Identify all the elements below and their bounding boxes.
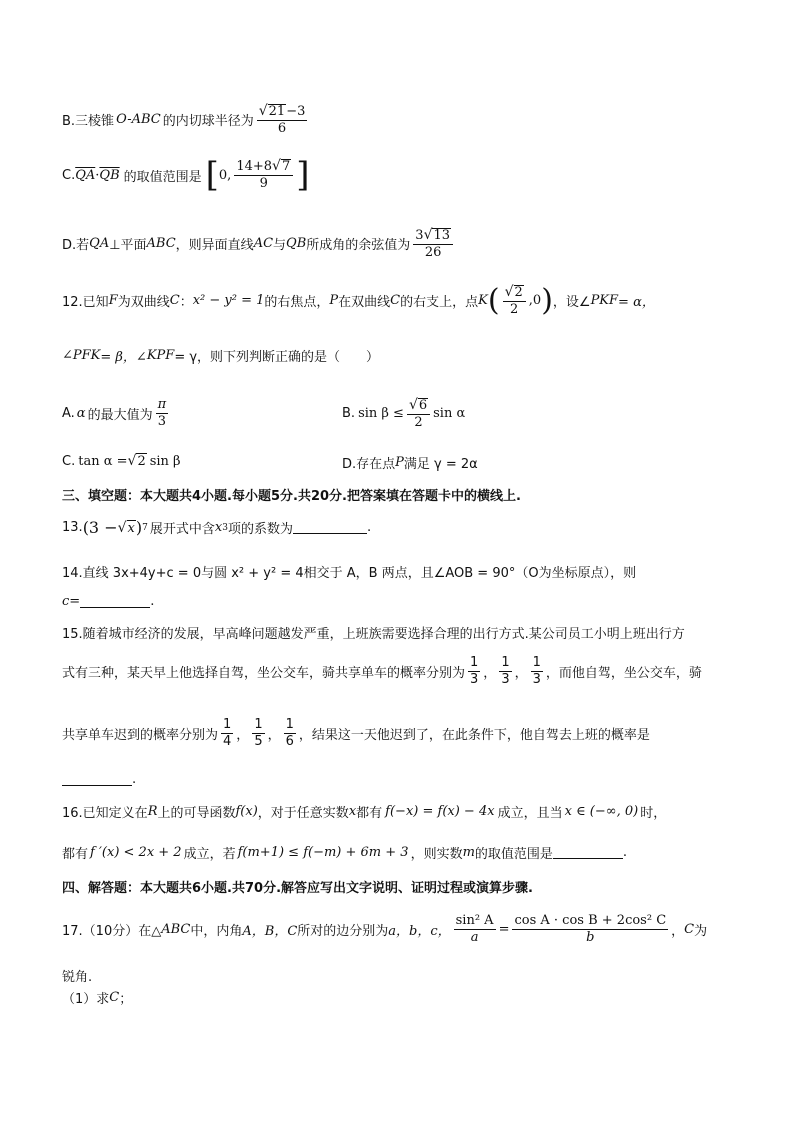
q13-radicand: x [127, 520, 135, 536]
vector-qb: $\overline{QB}$ [99, 167, 120, 183]
option-c-radicand: 7 [281, 159, 291, 175]
option-b-num-tail: −3 [286, 104, 306, 119]
q12-k-radicand: 2 [514, 285, 523, 300]
option-d-qb: QB [286, 236, 307, 252]
q16-end: . [622, 845, 628, 860]
q12-p4: 的右焦点， [264, 295, 330, 311]
q15-f1-den: 3 [470, 671, 479, 687]
option-b-fraction: √ 21 −3 6 [258, 103, 306, 136]
q16-x: x [348, 804, 357, 819]
q15-g3-num: 1 [285, 717, 294, 732]
q16-l1f: 时， [640, 806, 667, 821]
q17-sub1-label: （1）求 [62, 992, 110, 1007]
option-c-den: 9 [259, 176, 268, 192]
q13-exponent: 7 [142, 522, 148, 533]
q12-p8: = α， [618, 295, 655, 311]
q12-optB-tail: sin α [433, 406, 466, 422]
question-16-line2 [62, 843, 627, 862]
q15-g1-num: 1 [223, 717, 232, 732]
question-15-line3 [62, 718, 650, 748]
question-12-stem: 12.已知 F 为双曲线 C ： x² − y² = 1 的右焦点， P 在双曲线 C 的右支上，点 K ( √ 2 2 ,0 ) ，设∠ PKF = α， [62, 282, 655, 318]
q15-f3-num: 1 [532, 655, 541, 670]
q15-l3b: ，结果这一天他迟到了，在此条件下，他自驾去上班的概率是 [298, 727, 650, 743]
q12-K: K [478, 293, 488, 309]
q15-f3-den: 3 [532, 671, 541, 687]
q12-optB-text: sin β ≤ [358, 406, 404, 422]
q13-answer-blank[interactable] [293, 521, 367, 534]
q16-m: m [462, 845, 475, 860]
q17-sub1-C: C [109, 990, 120, 1005]
q15-end: . [132, 772, 137, 787]
option-b-text: 的内切球半径为 [162, 114, 254, 130]
q17-l1a: 17.（10分）在△ [62, 923, 162, 939]
q12-F: F [108, 293, 118, 309]
option-d-ac: AC [253, 236, 274, 252]
q16-l1c: ，对于任意实数 [257, 806, 349, 821]
q12-k-den: 2 [510, 301, 519, 317]
q14-answer-blank[interactable] [80, 595, 150, 608]
question-16-line1 [62, 802, 666, 821]
q13-close: ) [135, 518, 143, 537]
question-17-line1 [62, 914, 707, 944]
q16-l1b: 上的可导函数 [157, 806, 236, 821]
q16-ineq: f ′(x) < 2x + 2 [90, 845, 182, 860]
q15-sep-2: ， [514, 665, 528, 681]
q12-option-c: C. tan α = √ 2 sin β [62, 453, 181, 469]
q17-left-fraction [454, 914, 496, 944]
q12-k-tail: ,0 [528, 293, 542, 309]
q15-f1-num: 1 [470, 655, 479, 670]
q12-p1: 12.已知 [62, 295, 109, 311]
section-4-heading: 四、解答题：本大题共6小题.共70分.解答应写出文字说明、证明过程或演算步骤. [62, 881, 533, 896]
q16-l2a: 都有 [62, 847, 89, 862]
q17-sides: a，b，c， [388, 923, 451, 939]
q16-eq1: f(−x) = f(x) − 4x [385, 804, 495, 819]
q17-l1c: 所对的边分别为 [297, 923, 389, 939]
q17-C: C [684, 921, 695, 937]
q17-l1e: 为 [694, 923, 708, 939]
q12-optB-fraction: √ 6 2 [407, 398, 430, 429]
option-d-perp: ⊥平面 [109, 238, 147, 254]
q12-optD-text: 满足 γ = 2α [403, 457, 478, 472]
option-d-t3: 所成角的余弦值为 [306, 238, 411, 254]
q12-optC-tail: sin β [149, 453, 181, 469]
q12-p3: ： [179, 295, 193, 311]
q17-l1d: ， [671, 923, 685, 939]
q12-C: C [169, 293, 180, 309]
question-15-line1: 15.随着城市经济的发展，早高峰问题越发严重，上班族需要选择合理的出行方式.某公司员工小明上班出行方 [62, 627, 685, 642]
option-b-den: 6 [277, 120, 287, 136]
q12-C2: C [390, 293, 401, 309]
q12-pkf: PKF [590, 293, 619, 309]
q17-eq: = [498, 921, 510, 937]
q16-cond: x ∈ (−∞, 0) [564, 804, 639, 819]
option-c-fraction: 14+8 √ 7 9 [234, 159, 293, 190]
question-14-line1: 14.直线 3x+4y+c = 0与圆 x² + y² = 4相交于 A，B 两点，且∠AOB = 90°（O为坐标原点），则 [62, 566, 637, 581]
option-b-label: B.三棱锥 [62, 114, 115, 130]
option-b-object: O-ABC [116, 112, 161, 128]
q12-optA-fraction [156, 398, 169, 428]
q15-g1-den: 4 [223, 733, 232, 749]
q15-sep-3: ， [236, 727, 250, 743]
q14-end: . [150, 594, 155, 609]
q15-l2a: 式有三种，某天早上他选择自驾，坐公交车，骑共享单车的概率分别为 [62, 665, 466, 681]
q13-x-exp: 3 [222, 522, 228, 533]
q12-equation: x² − y² = 1 [192, 293, 265, 309]
q12-option-d [342, 453, 478, 472]
q15-g2-den: 5 [254, 733, 263, 749]
q16-l1a: 16.已知定义在 [62, 806, 148, 821]
q13-x: x [214, 520, 223, 535]
q12-optC-radicand: 2 [137, 454, 146, 469]
option-d-radicand: 13 [433, 228, 451, 243]
option-d [62, 228, 456, 259]
question-13: 13. (3 − √ x ) 7 展开式中含 x 3 项的系数为 . [62, 518, 372, 537]
q12-p2: 为双曲线 [117, 295, 170, 311]
q12-p6: 的右支上，点 [400, 295, 479, 311]
q12-optC-label: C. [62, 453, 76, 469]
option-c-num-a: 14+8 [236, 159, 273, 175]
q12-optD-P: P [395, 455, 404, 470]
q12-optA-alpha: α [76, 405, 86, 421]
q16-l1d: 都有 [356, 806, 383, 821]
q15-l2b: ，而他自驾，坐公交车，骑 [545, 665, 702, 681]
q12-p5: 在双曲线 [338, 295, 391, 311]
q12-p7: ，设∠ [552, 295, 591, 311]
question-15-line2 [62, 656, 702, 686]
q13-end: . [366, 520, 372, 535]
option-d-num-a: 3 [415, 228, 424, 243]
option-b [62, 104, 310, 135]
q16-l2c: ，则实数 [410, 847, 463, 862]
vector-qa: $\overline{QA}$ [75, 167, 96, 183]
q17-abc: ABC [161, 921, 191, 937]
q12-optA-den: 3 [157, 413, 166, 429]
q12-l2a: ∠ [62, 348, 73, 363]
q12-optB-den: 2 [414, 414, 423, 430]
q13-open: (3 − [82, 518, 118, 537]
q13-text: 展开式中含 [149, 522, 215, 537]
question-17-line2: 锐角. [62, 970, 93, 985]
q12-optA-num: π [157, 397, 167, 412]
q12-option-a [62, 398, 171, 428]
option-c-text: 的取值范围是 [123, 169, 202, 185]
q14-c: c= [62, 594, 81, 609]
interval-lower: 0, [218, 167, 232, 183]
q13-text2: 项的系数为 [227, 522, 293, 537]
q12-optA-text: 的最大值为 [87, 407, 153, 423]
question-15-line4 [62, 772, 136, 787]
q15-f2-den: 3 [501, 671, 510, 687]
q15-sep-1: ， [483, 665, 497, 681]
option-b-radicand: 21 [268, 104, 286, 119]
q15-sep-4: ， [267, 727, 281, 743]
option-c-label: C. [62, 167, 76, 183]
option-d-t2: 与 [273, 238, 287, 254]
q16-l2b: 成立，若 [183, 847, 236, 862]
q15-f2-num: 1 [501, 655, 510, 670]
q12-optD-label: D.存在点 [342, 457, 396, 472]
q16-l2d: 的取值范围是 [474, 847, 553, 862]
q17-l1b: 中，内角 [190, 923, 243, 939]
q12-P: P [329, 293, 339, 309]
q12-optB-radicand: 6 [418, 398, 428, 413]
q17-right-fraction [512, 914, 668, 944]
q12-optB-label: B. [342, 406, 356, 422]
question-12-stem-2 [62, 346, 379, 365]
option-d-abc: ABC [146, 236, 176, 252]
q17-left-num: sin² A [455, 913, 494, 928]
q15-l3a: 共享单车迟到的概率分别为 [62, 727, 219, 743]
q12-option-b [342, 398, 465, 429]
section-3-heading: 三、填空题：本大题共4小题.每小题5分.共20分.把答案填在答题卡中的横线上. [62, 489, 521, 504]
q12-pfk: PFK [72, 348, 101, 363]
q16-answer-blank[interactable] [553, 846, 623, 859]
option-c: C. $\overline{QA}$ · $\overline{QB}$ 的取值范围是 [ 0, 14+8 √ 7 9 ] [62, 155, 310, 195]
q17-sub1-end: ； [119, 992, 133, 1007]
q16-R: R [147, 804, 158, 819]
q17-right-num: cos A · cos B + 2cos² C [514, 913, 667, 928]
q17-left-den: a [470, 929, 479, 945]
q16-ineq2: f(m+1) ≤ f(−m) + 6m + 3 [237, 845, 409, 860]
q15-g3-den: 6 [285, 733, 294, 749]
question-14-line2 [62, 594, 154, 609]
option-d-den: 26 [424, 244, 442, 260]
q16-l1e: 成立，且当 [497, 806, 563, 821]
option-d-label: D.若 [62, 238, 90, 254]
q12-kpf: KPF [146, 348, 175, 363]
dot-operator: · [95, 167, 100, 183]
q13-label: 13. [62, 520, 83, 535]
q17-angles: A，B，C [242, 923, 298, 939]
option-d-t1: ，则异面直线 [175, 238, 254, 254]
option-d-fraction: 3 √ 13 26 [413, 228, 453, 259]
option-d-qa: QA [89, 236, 110, 252]
q12-l2b: = β，∠ [100, 350, 147, 365]
q15-g2-num: 1 [254, 717, 263, 732]
q16-fx: f(x) [235, 804, 258, 819]
q12-optA-label: A. [62, 405, 75, 421]
q17-right-den: b [586, 929, 595, 945]
q12-l2c: = γ，则下列判断正确的是（ ） [174, 350, 380, 365]
q12-optC-text: tan α = [78, 453, 128, 469]
q12-k-fraction: √ 2 2 [503, 285, 526, 316]
q15-answer-blank[interactable] [62, 773, 132, 786]
question-17-sub1 [62, 988, 132, 1007]
